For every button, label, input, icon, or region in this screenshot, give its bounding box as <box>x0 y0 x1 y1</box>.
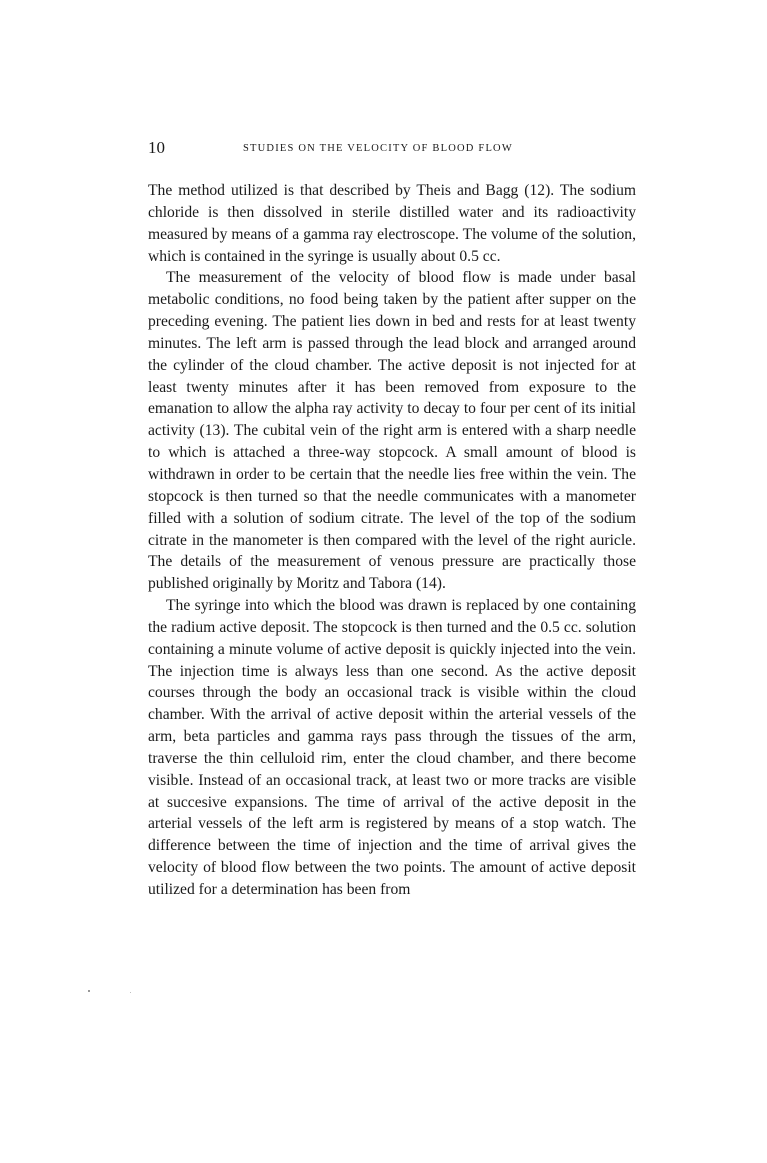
paragraph: The syringe into which the blood was drawn is replaced by one containing the radium active deposit. The stopcock is then turned and the 0.5 cc. solution containing a minute volume of active deposit is quickly injected into the vein. The injection time is always less than one second. As the active deposit courses through the body an occasional track is visible within the cloud chamber. With the arrival of active deposit within the arterial vessels of the arm, beta particles and gamma rays pass through the tissues of the arm, traverse the thin celluloid rim, enter the cloud chamber, and there become visible. Instead of an occasional track, at least two or more tracks are visible at succesive expansions. The time of arrival of the active deposit in the arterial vessels of the left arm is registered by means of a stop watch. The difference between the time of injection and the time of arrival gives the velocity of blood flow between the two points. The amount of active deposit utilized for a determination has been from <box>148 597 636 898</box>
scan-speck <box>88 990 90 992</box>
paragraph: The measurement of the velocity of blood flow is made under basal metabolic conditions, no food being taken by the patient after supper on the preceding evening. The patient lies down in bed and rests for at least twenty minutes. The left arm is passed through the lead block and arranged around the cylinder of the cloud chamber. The active deposit is not injected for at least twenty minutes after it has been removed from exposure to the emanation to allow the alpha ray activity to decay to four per cent of its initial activity (13). The cubital vein of the right arm is entered with a sharp needle to which is attached a three-way stopcock. A small amount of blood is withdrawn in order to be certain that the needle lies free within the vein. The stopcock is then turned so that the needle communicates with a manometer filled with a solution of sodium citrate. The level of the top of the sodium citrate in the manometer is then compared with the level of the right auricle. The details of the measurement of venous pressure are practically those published originally by Moritz and Tabora (14). <box>148 269 636 593</box>
scan-speck <box>130 992 131 993</box>
paragraph: The method utilized is that described by Theis and Bagg (12). The sodium chloride is then dissolved in sterile distilled water and its radioactivity measured by means of a gamma ray electroscope. The volume of the solution, which is contained in the syringe is usually about 0.5 cc. <box>148 182 636 265</box>
page-header <box>148 138 636 162</box>
running-title: STUDIES ON THE VELOCITY OF BLOOD FLOW <box>243 143 513 154</box>
page-number: 10 <box>148 138 165 157</box>
body-text <box>148 180 636 901</box>
